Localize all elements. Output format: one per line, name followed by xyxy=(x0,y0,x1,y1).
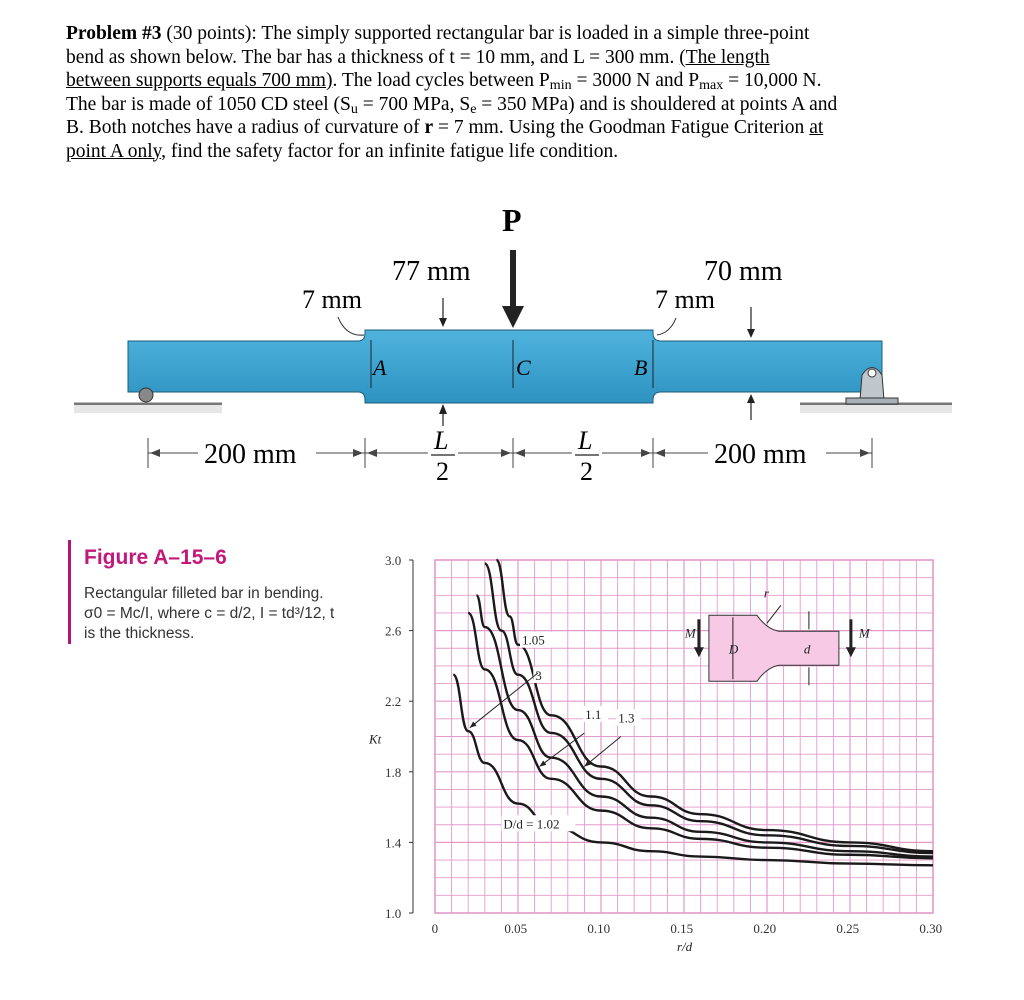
problem-line xyxy=(66,116,966,140)
y-tick-label: 1.0 xyxy=(385,906,402,921)
bar-shape xyxy=(128,330,882,403)
chart-inset xyxy=(684,585,871,685)
problem-line xyxy=(66,69,966,93)
y-tick-label: 1.8 xyxy=(385,764,402,780)
problem-text-segment: = 700 MPa, S xyxy=(357,93,471,115)
problem-line xyxy=(66,93,966,117)
x-tick-label: 0 xyxy=(431,921,439,936)
annotation-dd-102: D/d = 1.02 xyxy=(503,816,560,832)
problem-text-segment: The bar is made of 1050 CD steel (S xyxy=(66,93,351,115)
inset-d-small-label: d xyxy=(803,641,811,657)
problem-text-segment: = 3000 N and P xyxy=(571,70,700,91)
problem-text-segment: (30 points): The simply supported rectangular bar is loaded in a simple three-point xyxy=(161,23,810,44)
problem-text-segment: min xyxy=(549,77,572,94)
y-axis-label: Kt xyxy=(369,731,382,747)
chart-labels xyxy=(470,632,641,832)
dim-77-label: 77 mm xyxy=(392,256,471,287)
x-tick-label: 0.15 xyxy=(670,921,694,936)
load-label: P xyxy=(502,202,522,238)
figure-title: Figure A–15–6 xyxy=(84,546,227,569)
y-tick-label: 2.6 xyxy=(385,623,402,639)
problem-text-segment: , find the safety factor for an infinite fatigue life condition. xyxy=(161,140,619,162)
problem-text-segment: = 350 MPa) and is shouldered at points A and xyxy=(476,93,838,115)
fillet-right-leader xyxy=(657,318,676,335)
inset-moment-right-head xyxy=(846,647,856,657)
fillet-right-label: 7 mm xyxy=(655,285,715,314)
half-l-left-num: L xyxy=(434,426,449,455)
point-c-label: C xyxy=(516,355,531,380)
annotation-1-3: 1.3 xyxy=(618,710,635,726)
y-tick-label: 2.2 xyxy=(385,694,402,710)
problem-text-segment: B. Both notches have a radius of curvature of xyxy=(66,117,425,138)
x-tick-label: 0.10 xyxy=(587,921,611,936)
figure-caption xyxy=(68,540,339,644)
x-tick-label: 0.20 xyxy=(753,921,777,936)
left-ground-hatch xyxy=(74,405,222,413)
right-ground-hatch xyxy=(800,405,952,413)
point-b-label: B xyxy=(634,355,648,380)
beam-diagram xyxy=(0,190,1024,500)
point-a-label: A xyxy=(373,355,387,380)
problem-text-segment: at xyxy=(809,117,824,138)
span-left-label: 200 mm xyxy=(204,439,297,470)
fillet-left-leader xyxy=(338,317,364,335)
problem-text-segment: u xyxy=(350,100,358,117)
chart-grid xyxy=(435,560,933,913)
span-right-label: 200 mm xyxy=(714,439,807,470)
half-l-left-den: 2 xyxy=(436,457,449,486)
problem-line xyxy=(66,22,966,46)
problem-line xyxy=(66,140,966,164)
annotation-1-05: 1.05 xyxy=(522,632,545,648)
problem-text-segment: = 7 mm. Using the Goodman Fatigue Criterion xyxy=(433,117,810,138)
problem-text-segment: . The load cycles between P xyxy=(332,70,550,91)
problem-line xyxy=(66,46,966,70)
y-tick-label: 3.0 xyxy=(385,553,402,568)
problem-text-segment: max xyxy=(699,77,724,94)
y-tick-label: 1.4 xyxy=(385,835,402,851)
curve-series-0 xyxy=(453,675,933,866)
problem-text-segment: Problem #3 xyxy=(66,23,162,44)
problem-text-segment: point A only xyxy=(66,140,162,162)
inset-d-large-label: D xyxy=(728,641,739,657)
leader-arrow-1-3 xyxy=(584,737,621,767)
leader-arrow-1-1-head xyxy=(540,760,547,766)
annotation-1-1: 1.1 xyxy=(585,706,602,722)
roller-support xyxy=(139,388,153,402)
problem-text-segment: (The length xyxy=(679,46,770,68)
inset-r-leader xyxy=(767,605,781,623)
problem-statement xyxy=(66,22,966,163)
inset-r-label: r xyxy=(763,585,769,601)
load-arrowhead xyxy=(502,306,524,328)
half-l-right-num: L xyxy=(578,426,593,455)
inset-m-right-label: M xyxy=(858,625,870,641)
x-tick-label: 0.05 xyxy=(504,921,528,936)
curve-series-3 xyxy=(485,564,933,853)
inset-moment-left-head xyxy=(694,647,704,657)
fillet-left-label: 7 mm xyxy=(302,285,362,314)
dim-70-label: 70 mm xyxy=(704,256,783,287)
problem-text-segment: r xyxy=(424,117,434,138)
problem-text-segment: between supports equals 700 mm) xyxy=(66,70,333,91)
problem-text-segment: e xyxy=(470,100,477,117)
problem-text-segment: = 10,000 N. xyxy=(723,70,822,91)
x-tick-label: 0.30 xyxy=(919,921,943,936)
figure-description: Rectangular filleted bar in bending. σ0 = Mc/I, where c = d/2, I = td³/12, t is the thickness. xyxy=(84,585,335,642)
inset-m-left-label: M xyxy=(684,625,696,641)
half-l-right-den: 2 xyxy=(580,457,593,486)
stress-concentration-chart xyxy=(355,535,955,965)
x-tick-label: 0.25 xyxy=(836,921,860,936)
problem-text-segment: bend as shown below. The bar has a thickness of t = 10 mm, and L = 300 mm. xyxy=(66,46,680,68)
annotation-3: 3 xyxy=(535,668,542,684)
x-axis-label: r/d xyxy=(677,939,693,954)
